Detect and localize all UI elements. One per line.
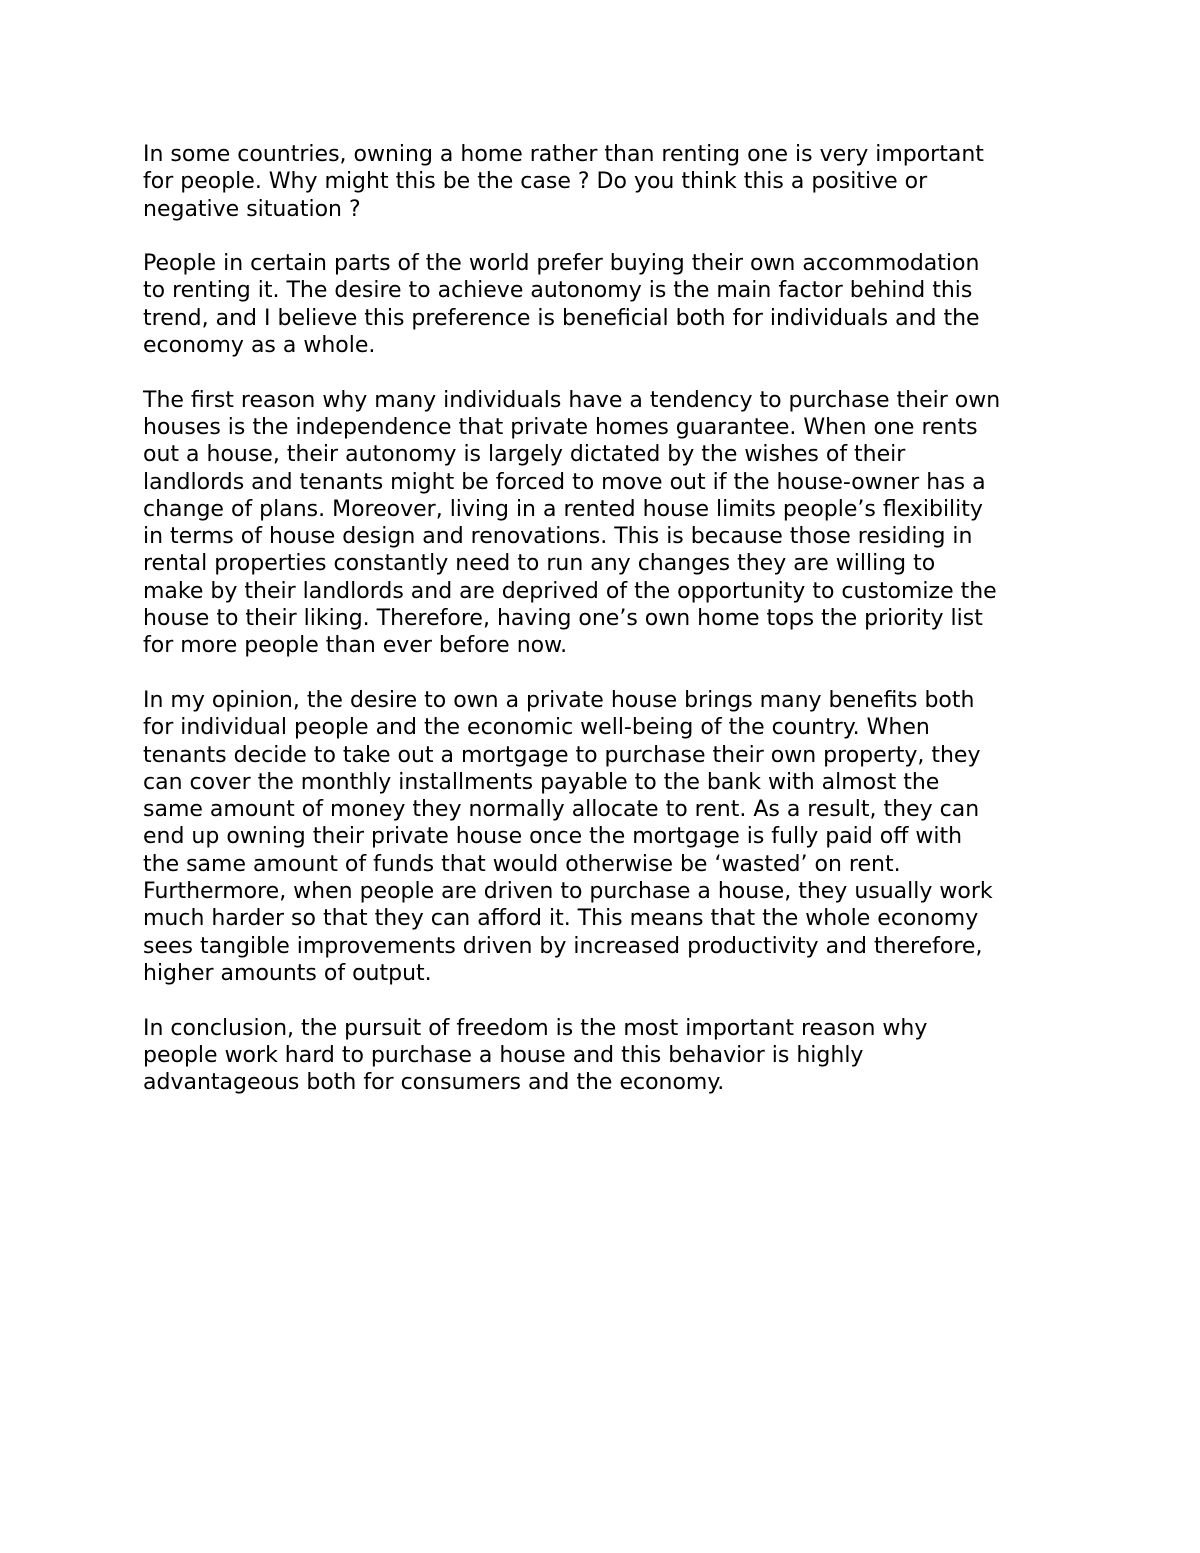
text-line: the same amount of funds that would otherwise be ‘wasted’ on rent.: [143, 851, 901, 877]
text-line: economy as a whole.: [143, 333, 376, 359]
text-line: house to their liking. Therefore, having one’s own home tops the priority list: [143, 606, 983, 632]
text-line: for more people than ever before now.: [143, 633, 568, 659]
text-line: change of plans. Moreover, living in a rented house limits people’s flexibility: [143, 496, 983, 522]
text-line: In some countries, owning a home rather than renting one is very important: [143, 142, 984, 167]
text-line: In my opinion, the desire to own a private house brings many benefits both: [143, 687, 975, 713]
text-line: people work hard to purchase a house and this behavior is highly: [143, 1042, 864, 1068]
text-line: trend, and I believe this preference is beneficial both for individuals and the: [143, 305, 980, 331]
text-line: Furthermore, when people are driven to purchase a house, they usually work: [143, 879, 993, 905]
text-line: houses is the independence that private homes guarantee. When one rents: [143, 414, 978, 440]
text-line: higher amounts of output.: [143, 960, 432, 986]
text-line: advantageous both for consumers and the economy.: [143, 1070, 725, 1096]
introduction-paragraph: [143, 250, 1063, 359]
text-line: landlords and tenants might be forced to move out if the house-owner has a: [143, 469, 986, 495]
text-line: tenants decide to take out a mortgage to purchase their own property, they: [143, 742, 981, 768]
text-line: out a house, their autonomy is largely dictated by the wishes of their: [143, 442, 906, 468]
text-line: same amount of money they normally allocate to rent. As a result, they can: [143, 797, 980, 823]
question-prompt: [143, 141, 1063, 223]
text-line: in terms of house design and renovations. This is because those residing in: [143, 524, 973, 550]
text-line: much harder so that they can afford it. This means that the whole economy: [143, 906, 979, 932]
text-line: can cover the monthly installments payable to the bank with almost the: [143, 769, 940, 795]
text-line: sees tangible improvements driven by increased productivity and therefore,: [143, 933, 983, 959]
text-line: for individual people and the economic well-being of the country. When: [143, 715, 930, 741]
document-body: [143, 141, 1063, 1124]
text-line: The first reason why many individuals have a tendency to purchase their own: [143, 387, 1001, 413]
body-paragraph-opinion: [143, 687, 1063, 987]
body-paragraph-reasons: [143, 387, 1063, 660]
text-line: make by their landlords and are deprived of the opportunity to customize the: [143, 578, 997, 604]
text-line: negative situation ?: [143, 196, 361, 222]
text-line: to renting it. The desire to achieve autonomy is the main factor behind this: [143, 278, 973, 304]
text-line: People in certain parts of the world prefer buying their own accommodation: [143, 251, 980, 277]
text-line: In conclusion, the pursuit of freedom is the most important reason why: [143, 1015, 928, 1041]
text-line: end up owning their private house once the mortgage is fully paid off with: [143, 824, 963, 850]
text-line: rental properties constantly need to run any changes they are willing to: [143, 551, 936, 577]
text-line: for people. Why might this be the case ? Do you think this a positive or: [143, 169, 928, 195]
conclusion-paragraph: [143, 1015, 1063, 1097]
